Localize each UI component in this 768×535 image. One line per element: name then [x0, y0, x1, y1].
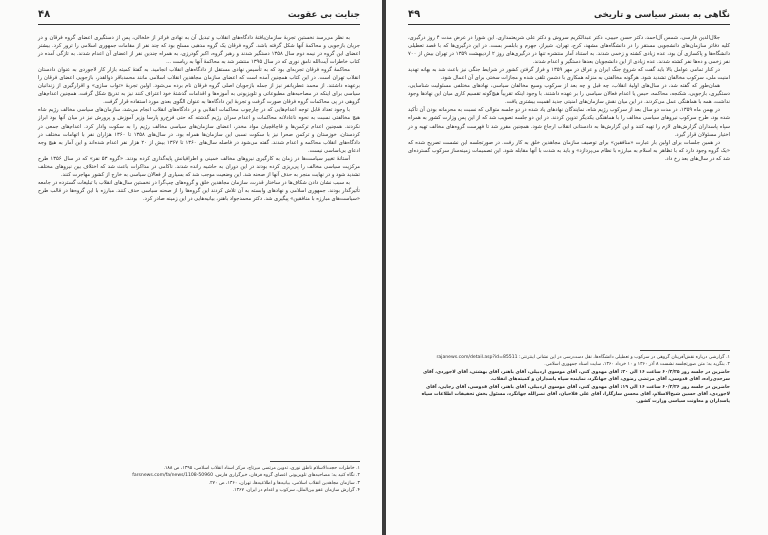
right-page: [386, 0, 768, 535]
right-page-header: [408, 8, 730, 25]
paragraph: به سبب نشان دادن شکاف‌ها در ساختار قدرت، سازمان مجاهدین خلق و گروه‌های چپ‌گرا در نخستین سال‌های انقلاب با تبلیغات گسترده در جامعه تأثیرگذار بودند. جمهوری اسلامی و نهادهای وابسته به آن تلاش کردند این گروه‌ها را از صحنه سیاسی حذف کنند. مبارزه با این گروه‌ها در قالب طرح «سیاست‌های مبارزه با منافقین» پیگیری شد. دکتر محمدجواد باهنر، بیانیه‌هایی در این زمینه صادر کرد.: [38, 179, 360, 202]
page-number: ۴۹: [408, 9, 421, 20]
right-page-body: [408, 34, 730, 163]
footnotes: [38, 465, 360, 495]
paragraph: به نظر می‌رسد نخستین تجربهٔ سازمان‌یافتهٔ دادگاه‌های انقلاب و تبدیل آن به نهادی فراتر از خلخالی، پس از دستگیری اعضای گروه فرقان و در جریان بازجویی و محاکمهٔ آنها شکل گرفته باشد. گروه فرقان یک گروه مذهبی مسلح بود که چند نفر از مقامات جمهوری اسلامی را ترور کرد. بیشتر اعضای این گروه در نیمه دوم سال ۱۳۵۸ دستگیر شدند و رهبر گروه، اکبر گودرزی، به همراه چندین نفر از اعضای آن اعدام شدند. به تازگی آمده در کتاب خاطرات آیت‌الله نامق نوری که در سال ۱۳۹۵ منتشر شد به محاکمهٔ آنها به ریاست ...: [38, 35, 360, 66]
paragraph: در همین جلسات برای اولین بار عبارت «منافقین» برای توصیف سازمان مجاهدین خلق به کار رفت. در صورتجلسه این نشست تصریح شده که «یک گروه وجود دارد که با تظاهر به اسلام به مبارزه با نظام می‌پردازد» و باید به شدت با آنها مقابله شود. این تصمیمات زمینه‌ساز سرکوب گسترده‌ای شد که در سال‌های بعد رخ داد.: [408, 139, 730, 162]
footnote: ۱. خاطرات حجت‌الاسلام ناطق نوری، تدوین مرتضی میرتاج، مرکز اسناد انقلاب اسلامی، ۱۳۹۵، ص ۱۸۸.: [163, 466, 360, 471]
paragraph: آستانهٔ تغییر سیاست‌ها در زمان به کارگیری نیروهای مخالف خمینی و اطرافیانش پایه‌گذاری کرده بودند. «گروه ۵۳ نفر» که در سال ۱۳۵۶ طرح مرکزیت سیاسی مخالف را پی‌ریزی کرده بودند در این دوران به حاشیه رانده شدند. ناکامی در مذاکرات باعث شد که اختلاف بین نیروهای مختلف تشدید شود و در نهایت منجر به حذف آنها از صحنه شد. این وضعیت موجب شد که بسیاری از فعالان سیاسی به خارج از کشور مهاجرت کنند.: [38, 155, 360, 178]
footnote: ۳. سازمان مجاهدین انقلاب اسلامی، بیانیه‌ها و اطلاعیه‌ها، تهران، ۱۳۶۰، ص ۲۷۰.: [208, 480, 360, 486]
footnote: ۲. نگاه کنید به: مصاحبه‌های تلویزیونی اعضای گروه فرقان، خبرگزاری فارس، farsnews.com/fa/news/1108-50960: [132, 473, 360, 479]
running-title: جنایت بی عقوبت: [287, 10, 360, 20]
footnote-separator: [640, 350, 730, 351]
footnote: ۲. بنگرید به: متن صورتجلسه نشست ۸ آذر ۱۳۶۰ و ۱۰ خرداد ۱۳۶۰، سایت اسناد جمهوری اسلامی.: [544, 362, 730, 368]
paragraph: همان‌طور که گفته شد، در سال‌های اولیهٔ انقلاب، چه قبل و چه بعد از سرکوب وسیع مخالفان سیاسی، نهادهای مختلفی مسئولیت شناسایی، دستگیری، بازجویی، شکنجه، محاکمه، حبس یا اعدام فعالان سیاسی را بر عهده داشتند. با وجود اینکه تقریباً هیچ‌گونه تقسیم کاری میان این نهادها وجود نداشت، همه با هماهنگی عمل می‌کردند. در این میان نقش سازمان‌های امنیتی جدید اهمیت بیشتری یافت.: [408, 83, 730, 106]
footnote: حاضرین در جلسه روز ۶۰/۳/۲۵ ساعت ۱۶ الی ۲۰: آقای مهدوی کنی، آقای موسوی اردبیلی، آقای باهنر، آقای بهشتی، آقای لاجوردی، آقای سرحدی‌زاده، آقای قدوسی، آقای مرتضی رضوی، آقای جهانگرد، نماینده سپاه پاسداران و کمیته‌های انقلاب.: [422, 369, 730, 383]
footnote: ۱. گزارشی درباره نقش‌آفرینان گروهی در سرکوب و تعطیلی دانشگاه‌ها، نقل دست‌رسی در این نشانی اینترنتی: rajanews.com/detail.asp?id=85511: [436, 355, 730, 360]
footnote: ۴. گزارش سازمان عفو بین‌الملل، سرکوب و اعدام در ایران، ۱۳۶۷.: [232, 488, 360, 494]
footnotes: [408, 354, 730, 406]
left-page: [0, 0, 382, 535]
paragraph: جلال‌الدین فارسی، شمس آل‌احمد، دکتر حسن حبیبی، دکتر عبدالکریم سروش و دکتر علی شریعتمداری. این شورا در عرض مدت ۴ روز درگیری، کلیه دفاتر سازمان‌های دانشجویی مستقر را در دانشگاه‌های مشهد، کرج، تهران، شیراز، جهرم و بابلسر بست. در این درگیری‌ها که با قصد تعطیلی دانشگاه‌ها و پاکسازی آن بود، عده زیادی کشته و زخمی شدند. به استناد آمار منتشره تنها در درگیری‌های روز ۲ اردیبهشت ۱۳۵۹ در تهران بیش از ۷۰۰ نفر زخمی و ده‌ها نفر کشته شدند. عده زیادی از این دانشجویان بعدها دستگیر و اعدام شدند.: [408, 35, 730, 66]
footnote-separator: [270, 461, 360, 462]
left-page-body: [38, 34, 360, 203]
running-title: نگاهی به بستر سیاسی و تاریخی: [593, 10, 730, 20]
paragraph: در کنار تمامی عوامل بالا باید گفت که شروع جنگ ایران و عراق در مهر ۱۳۵۹ و فراز گرفتن کشور در شرایط جنگی نیز باعث شد به بهانه تهدید امنیت ملی، سرکوب مخالفان تشدید شود. هرگونه مخالفتی به منزله همکاری با دشمن تلقی شده و مجازات سختی برای آن اعمال شود.: [408, 67, 730, 82]
page-number: ۴۸: [38, 9, 51, 20]
paragraph: با وجود تعداد قابل توجه اعدام‌هایی که در چارچوب محاکمات انقلابی و در دادگاه‌های انقلاب انجام می‌شد، سازمان‌های سیاسی مخالف رژیم شاه هیچ مخالفتی نسبت به نحوه ناعادلانه محاکمات و اعدام سران رژیم گذشته که حتی فرخ‌رو پارسا وزیر آموزش و پرورش نیز در میان آنها بود ابراز نکردند. همچنین اعدام ترکمن‌ها و قاچاقچیان مواد مخدر، اعضای سازمان‌های سیاسی مخالف رژیم را به سکوت وادار کرد. اعدام‌های جمعی در کردستان، خوزستان و ترکمن صحرا نیز با سکوت نسبی این سازمان‌ها همراه بود. در سال‌های ۱۳۵۸ تا ۱۳۶۰ هزاران نفر با اتهامات مختلف در دادگاه‌های انقلاب محاکمه و اعدام شدند. گفته می‌شود در فاصله سال‌های ۱۳۶۰ تا ۱۳۶۷ بیش از ۲۰ هزار نفر اعدام شده‌اند و این آمار به هیچ وجه ادعای بی‌اساسی نیست.: [38, 107, 360, 154]
paragraph: در بهمن ماه ۱۳۵۹، در مدت دو سال بعد از سرکوب رژیم شاه، نمایندگان نهادهای یاد شده در دو جلسه متوالی که نسبت به محرمانه بودن آن تأکید شده بود، طرح سرکوب نیروهای سیاسی مخالف را با هماهنگی یکدیگر تدوین کردند. در این دو جلسه تصویب شد که از این پس وزارت کشور به همراه سپاه پاسداران گزارش‌های لازم را تهیه کنند و این گزارش‌ها به دادستانی انقلاب ارجاع شود. همچنین مقرر شد تا فهرست گروه‌های مخالف تهیه و در اختیار مسئولان قرار گیرد.: [408, 107, 730, 138]
paragraph: محاکمهٔ گروه فرقان تجربه‌ای بود که به تأسیس نهادی مستقل از دادگاه‌های انقلاب انجامید. به گفتهٔ کمیته بازار کار لاجوردی به عنوان دادستان انقلاب تهران است. در این کتاب همچنین آمده است که اعضای سازمان مجاهدین انقلاب اسلامی مانند محمدباقر ذوالقدر، بازجویی اعضای فرقان را برعهده داشتند. از محمد عطریانفر نیز از جمله بازجویان اصلی گروه فرقان نام برده می‌شود. اولین تجربهٔ «تواب سازی» و اقرارگیری از زندانیان سیاسی برای اینکه در مصاحبه‌های مطبوعاتی و تلویزیونی به آموزه‌ها و اقدامات گذشتهٔ خود اعتراف کنند نیز به تدریج شکل گرفت. همچنین اعدام‌های گروهی در پی محاکمات گروه فرقان صورت گرفت و تجربهٔ این دادگاه‌ها به عنوان الگوی بعدی مورد استفاده قرار گرفت.: [38, 67, 360, 106]
footnote: حاضرین در جلسه روز ۶۰/۳/۲۶ ساعت ۱۶ الی ۱۹: آقای مهدوی کنی، آقای موسوی اردبیلی، آقای باهنر، آقای قدوسی، آقای رجایی، آقای لاجوردی، آقای حسین شیخ‌الاسلام، آقای محسن سازگارا، آقای علی فلاحیان، آقای نصرالله جهانگرد، مسئول بخش تحقیقات اطلاعات سپاه پاسداران و معاونت سیاسی وزارت کشور.: [421, 384, 730, 405]
left-page-header: [38, 8, 360, 25]
